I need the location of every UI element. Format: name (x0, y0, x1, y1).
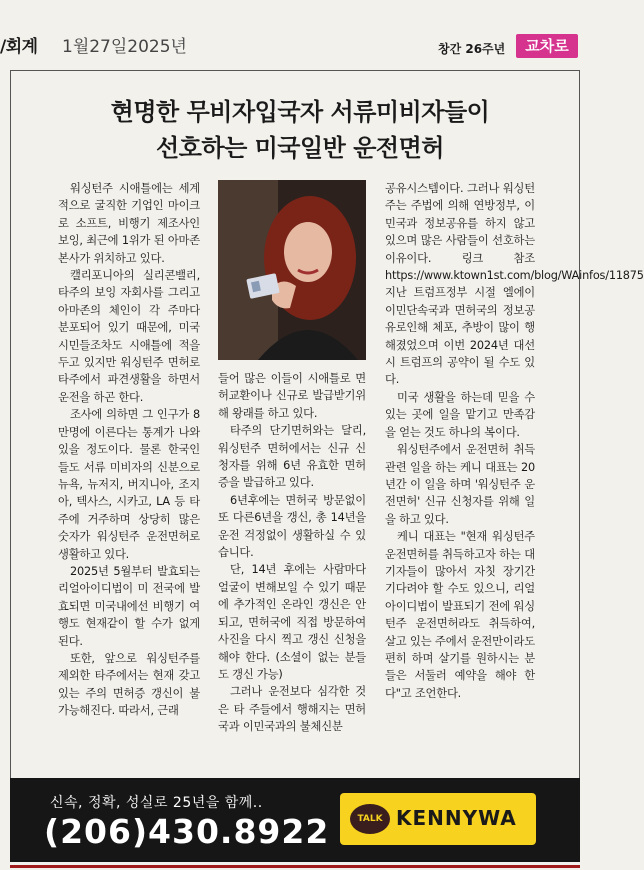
headline-line-1: 현명한 무비자입국자 서류미비자들이 (110, 98, 490, 126)
paragraph: 워싱턴주 시애틀에는 세계적으로 굴직한 기업인 마이크로 소프트, 비행기 제조사인 보잉, 최근에 1위가 된 아마존 본사가 위치하고 있다. (58, 182, 200, 265)
paragraph: 6년후에는 면허국 방문없이 또 다른6년을 갱신, 총 14년을 운전 걱정없이 생활하실 수 있습니다. (218, 493, 366, 560)
paragraph: 공유시스템이다. 그러나 워싱턴주는 주법에 의해 연방정부, 이민국과 정보공유를 하지 않고 있으며 많은 사람들이 선호하는 이유이다. 링크 참조 https://www.ktown1st.com/blog/WAinfos/11875 지난 트럼프정부 시절 엘에이 이민단속국과 면허국의 정보공유로인해 체포, 추방이 많이 행해졌었으며 이번 2024년 대선시 트럼프의 공약이 될 수도 있다. (385, 182, 644, 387)
headline-line-2: 선호하는 미국일반 운전면허 (156, 134, 444, 162)
article-photo (218, 180, 366, 360)
kakao-id: KENNYWA (396, 806, 517, 830)
woman-holding-license-image (218, 180, 366, 360)
section-label: /회계 (0, 37, 38, 57)
paragraph: 그러나 운전보다 심각한 것은 타 주들에서 행해지는 면허국과 이민국과의 불체신분 (218, 685, 366, 734)
publication-logo: 교차로 (516, 34, 578, 58)
kakao-talk-icon: TALK (350, 804, 390, 834)
paragraph: 미국 생활을 하는데 믿을 수 있는 곳에 일을 맡기고 만족감을 얻는 것도 하나의 복이다. (385, 390, 535, 439)
paragraph: 케니 대표는 "현재 워싱턴주 운전면허를 취득하고자 하는 대기자들이 많아서 자칫 장기간 기다려야 할 수도 있으니, 리얼아이디법이 발표되기 전에 워싱턴주 운전면허라도 취득하여, 살고 있는 주에서 운전만이라도 편히 하며 살기를 원하시는 분들은 서둘러 예약을 해야 한다"고 조언한다. (385, 530, 535, 700)
paragraph: 타주의 단기면허와는 달리, 워싱턴주 면허에서는 신규 신청자를 위해 6년 유효한 면허증을 발급하고 있다. (218, 424, 366, 490)
issue-date: 1월27일2025년 (62, 37, 187, 57)
article-column-1 (58, 180, 200, 720)
paragraph: 워싱턴주에서 운전면허 취득관련 일을 하는 케니 대표는 20년간 이 일을 하며 '워싱턴주 운전면허' 신규 신청자를 위해 일을 하고 있다. (385, 443, 535, 526)
article-column-2 (218, 370, 366, 736)
bottom-rule (10, 865, 580, 868)
anniversary-label: 창간 26주년 (438, 42, 506, 56)
paragraph: 캘리포니아의 실리콘밸리, 타주의 보잉 자회사를 그리고 아마존의 체인이 각 주마다 분포되어 있기 때문에, 미국 시민들조차도 시애틀에 적을 두고 있지만 워싱턴주 면허로 타주에서 파견생활을 하면서 운전을 하곤 한다. (58, 269, 200, 404)
paragraph: 단, 14년 후에는 사람마다 얼굴이 변해보일 수 있기 때문에 추가적인 온라인 갱신은 안되고, 면허국에 직접 방문하여 사진을 다시 찍고 갱신 신청을 해야 한다. (소셜이 없는 분들도 갱신 가능) (218, 563, 366, 681)
ad-tagline: 신속, 정확, 성실로 25년을 함께.. (50, 795, 263, 811)
article-column-3 (385, 180, 644, 702)
paragraph: 조사에 의하면 그 인구가 8만명에 이른다는 통계가 나와 있을 정도이다. 물론 한국인들도 서류 미비자의 신분으로 뉴욕, 뉴저지, 버지니아, 조지아, 텍사스, 시카고, LA 등 타주에 거주하며 상당히 많은 숫자가 워싱턴주 운전면허로 생활하고 있다. (58, 408, 200, 561)
paragraph: 들어 많은 이들이 시애틀로 면허교환이나 신규로 발급받기위해 왕래를 하고 있다. (218, 372, 366, 420)
paragraph: 2025년 5월부터 발효되는 리얼아이디법이 미 전국에 발효되면 미국내에선 비행기 여행도 현재같이 할 수가 없게 된다. (58, 564, 200, 648)
paragraph: 또한, 앞으로 워싱턴주를 제외한 타주에서는 현재 갖고 있는 주의 면허증 갱신이 불가능해진다. 따라서, 근래 (58, 651, 200, 718)
headline (40, 94, 560, 166)
ad-phone-number: (206)430.8922 (44, 812, 330, 851)
page-header (0, 0, 600, 70)
